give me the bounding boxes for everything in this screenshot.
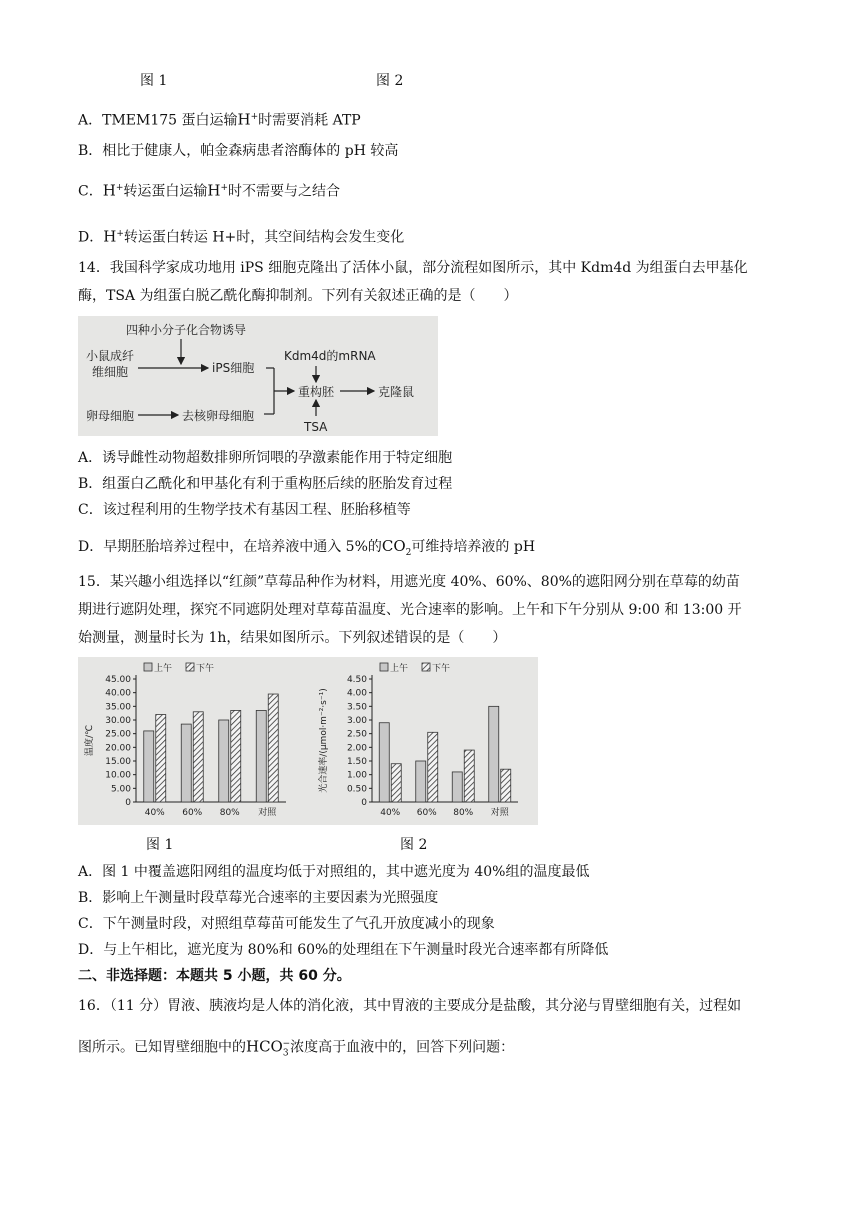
diagram-tsa-label: TSA <box>304 420 328 434</box>
q13-option-a[interactable]: A．TMEM175 蛋白运输H+时需要消耗 ATP <box>78 110 361 129</box>
fig1-ytick-label: 20.00 <box>105 743 131 754</box>
fig2-ylabel: 光合速率/(μmol·m⁻²·s⁻¹) <box>319 688 329 793</box>
fig2-ytick-label: 4.00 <box>346 688 367 699</box>
q15-charts-panel <box>78 657 538 825</box>
fig1-xtick-label: 对照 <box>258 808 277 818</box>
diagram-clone-label: 克隆鼠 <box>378 385 415 399</box>
fig1-ytick-label: 40.00 <box>105 688 131 699</box>
fig1-bar-pm <box>156 715 166 802</box>
q15-fig1-caption: 图 1 <box>146 837 174 853</box>
fig2-legend-label: 上午 <box>390 664 409 674</box>
section-2-heading: 二、非选择题：本题共 5 小题，共 60 分。 <box>78 968 351 984</box>
diagram-embryo-label: 重构胚 <box>298 385 335 399</box>
fig2-ytick-label: 0.50 <box>346 784 367 795</box>
q14-stem-line2: 酶，TSA 为组蛋白脱乙酰化酶抑制剂。下列有关叙述正确的是（ ） <box>78 288 518 304</box>
diagram-fibroblast-l1: 小鼠成纤 <box>86 349 135 363</box>
fig2-xtick-label: 80% <box>453 808 474 818</box>
fig1-xtick-label: 40% <box>144 808 165 818</box>
fig1-bar-am <box>144 731 154 802</box>
fig2-bar-am <box>452 772 462 802</box>
q14-option-c[interactable]: C．该过程利用的生物学技术有基因工程、胚胎移植等 <box>78 502 411 518</box>
q14-flow-diagram <box>78 316 438 436</box>
q13-option-d[interactable]: D．H+转运蛋白转运 H+时，其空间结构会发生变化 <box>78 227 405 246</box>
q15-option-d[interactable]: D．与上午相比，遮光度为 80%和 60%的处理组在下午测量时段光合速率都有所降低 <box>78 942 609 958</box>
flow-diagram-svg <box>78 316 438 436</box>
q15-option-a[interactable]: A．图 1 中覆盖遮阳网组的温度均低于对照组的，其中遮光度为 40%组的温度最低 <box>78 864 590 880</box>
fig2-bar-am <box>379 723 389 802</box>
fig1-bar-am <box>256 710 266 802</box>
fig2-ytick-label: 1.00 <box>346 770 367 781</box>
fig2-bar-pm <box>501 769 511 802</box>
q16-line2: 图所示。已知胃壁细胞中的$HCO_3^-$浓度高于血液中的，回答下列问题： <box>78 1037 515 1059</box>
fig1-bar-am <box>219 720 229 802</box>
q13-option-c[interactable]: C．H+转运蛋白运输H+时不需要与之结合 <box>78 181 340 200</box>
fig1-ytick-label: 30.00 <box>105 716 131 726</box>
fig2-bar-am <box>416 761 426 802</box>
fig1-bar-pm <box>193 712 203 802</box>
q15-option-b[interactable]: B．影响上午测量时段草莓光合速率的主要因素为光照强度 <box>78 890 439 906</box>
diagram-mrna-label: Kdm4d的mRNA <box>284 349 376 363</box>
fig1-xtick-label: 60% <box>182 808 203 818</box>
q15-stem-line2: 期进行遮阴处理，探究不同遮阴处理对草莓苗温度、光合速率的影响。上午和下午分别从 9:00 和 13:00 开 <box>78 602 742 618</box>
fig2-bar-am <box>489 706 499 802</box>
fig2-xtick-label: 60% <box>416 808 437 818</box>
fig2-ytick-label: 3.00 <box>346 716 367 726</box>
top-fig1-caption: 图 1 <box>140 73 168 89</box>
fig2-ytick-label: 2.50 <box>346 729 367 740</box>
fig1-legend-swatch <box>186 663 194 671</box>
fig1-legend-label: 上午 <box>154 664 173 674</box>
q14-option-a[interactable]: A．诱导雌性动物超数排卵所饲喂的孕激素能作用于特定细胞 <box>78 450 453 466</box>
fig2-legend-swatch <box>422 663 430 671</box>
diagram-ips-label: iPS细胞 <box>212 361 255 375</box>
q15-charts-svg <box>78 657 538 825</box>
q14-stem-line1: 14．我国科学家成功地用 iPS 细胞克隆出了活体小鼠，部分流程如图所示，其中 Kdm4d 为组蛋白去甲基化 <box>78 260 748 276</box>
q15-fig2-caption: 图 2 <box>400 837 428 853</box>
fig1-xtick-label: 80% <box>219 808 240 818</box>
q13-option-b[interactable]: B．相比于健康人，帕金森病患者溶酶体的 pH 较高 <box>78 143 399 159</box>
fig1-ytick-label: 10.00 <box>105 770 131 781</box>
fig2-bar-pm <box>464 750 474 802</box>
q15-stem-line1: 15．某兴趣小组选择以“红颜”草莓品种作为材料，用遮光度 40%、60%、80%的遮阳网分别在草莓的幼苗 <box>78 574 740 590</box>
fig2-xtick-label: 40% <box>380 808 401 818</box>
fig1-legend-swatch <box>144 663 152 671</box>
diagram-inducer-label: 四种小分子化合物诱导 <box>126 323 247 337</box>
fig1-ylabel: 温度/℃ <box>85 724 95 757</box>
diagram-fibroblast-l2: 维细胞 <box>92 365 129 379</box>
fig1-bar-am <box>181 724 191 802</box>
top-fig2-caption: 图 2 <box>376 73 404 89</box>
fig1-ytick-label: 45.00 <box>105 675 131 685</box>
fig1-legend-label: 下午 <box>196 664 215 674</box>
fig1-ytick-label: 25.00 <box>105 729 131 740</box>
fig2-ytick-label: 0 <box>361 798 367 808</box>
fig2-ytick-label: 4.50 <box>346 675 367 685</box>
q16-line1: 16．（11 分）胃液、胰液均是人体的消化液，其中胃液的主要成分是盐酸，其分泌与胃壁细胞有关，过程如 <box>78 998 742 1014</box>
q14-option-d[interactable]: D．早期胚胎培养过程中，在培养液中通入 5%的$CO_2$可维持培养液的 pH <box>78 537 536 558</box>
fig2-bar-pm <box>391 764 401 802</box>
q14-option-b[interactable]: B．组蛋白乙酰化和甲基化有利于重构胚后续的胚胎发育过程 <box>78 476 453 492</box>
fig2-ytick-label: 2.00 <box>346 743 367 754</box>
fig1-bar-pm <box>268 694 278 802</box>
fig1-ytick-label: 5.00 <box>110 784 131 795</box>
fig1-bar-pm <box>231 710 241 802</box>
fig2-legend-label: 下午 <box>432 664 451 674</box>
fig1-ytick-label: 0 <box>125 798 131 808</box>
fig2-legend-swatch <box>380 663 388 671</box>
fig1-ytick-label: 15.00 <box>105 757 131 767</box>
diagram-oocyte-label: 卵母细胞 <box>86 409 135 423</box>
fig2-ytick-label: 1.50 <box>346 757 367 767</box>
q15-stem-line3: 始测量，测量时长为 1h，结果如图所示。下列叙述错误的是（ ） <box>78 630 507 646</box>
fig2-bar-pm <box>428 732 438 802</box>
fig2-ytick-label: 3.50 <box>346 702 367 713</box>
fig2-xtick-label: 对照 <box>490 808 509 818</box>
q15-option-c[interactable]: C．下午测量时段，对照组草莓苗可能发生了气孔开放度减小的现象 <box>78 916 495 932</box>
diagram-enucleated-label: 去核卵母细胞 <box>182 409 255 423</box>
fig1-ytick-label: 35.00 <box>105 702 131 713</box>
